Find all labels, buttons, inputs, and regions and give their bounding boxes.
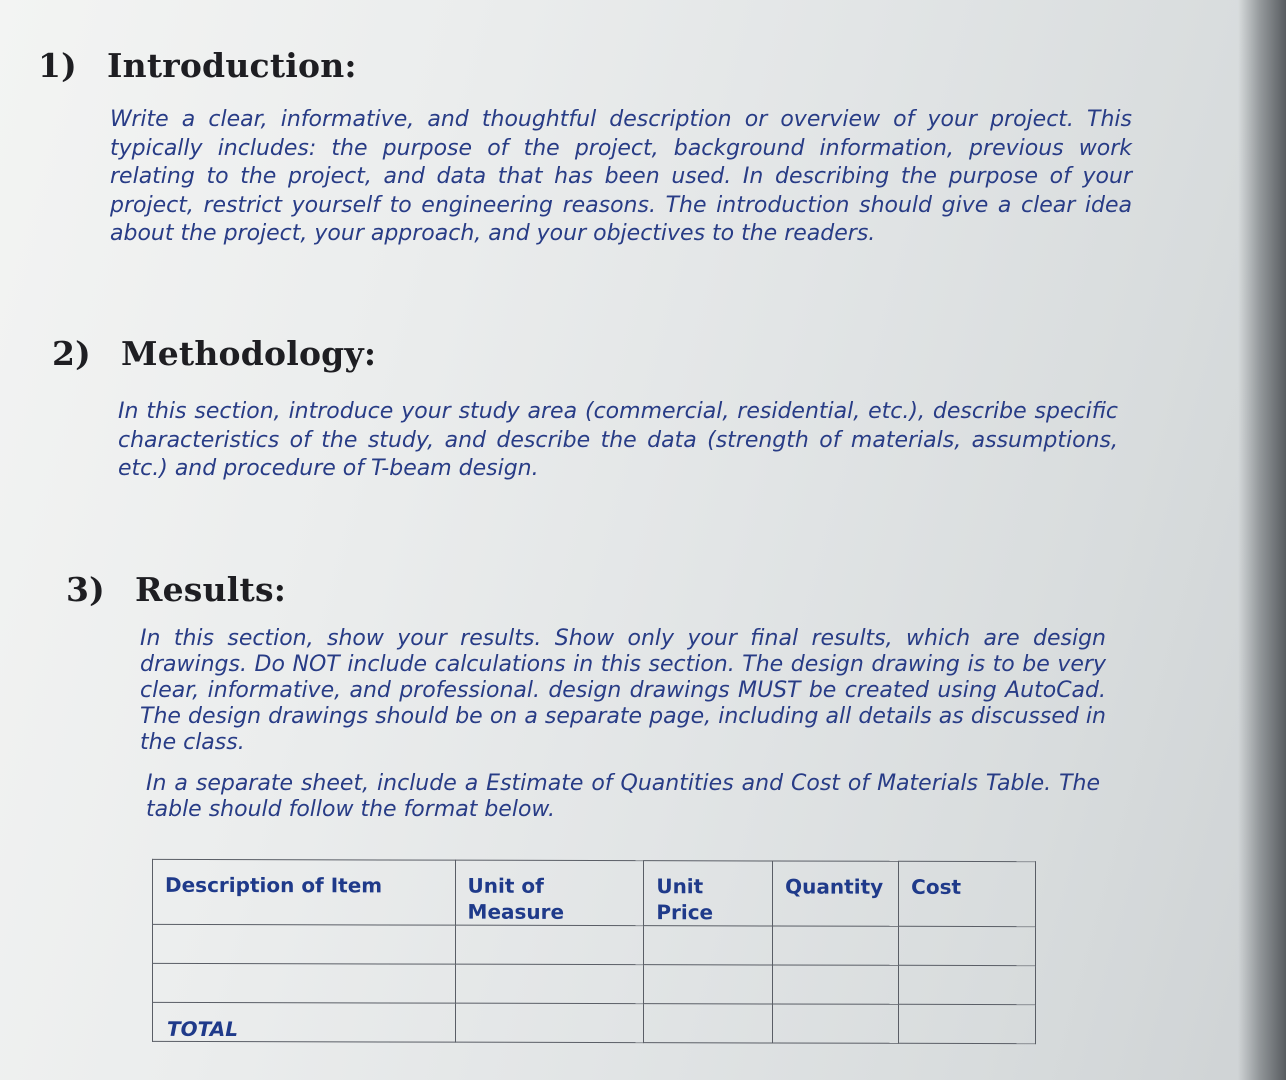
- table-cell: [899, 926, 1036, 965]
- header-description-of-item: Description of Item: [153, 859, 456, 925]
- section-heading-methodology: [52, 334, 376, 373]
- header-cost: Cost: [899, 861, 1036, 926]
- section-heading-results: [66, 570, 286, 609]
- methodology-paragraph: In this section, introduce your study area (commercial, residential, etc.), describe specific characteristics of the study, and describe the data (strength of materials, assumptions, etc.) and procedure of T-beam design.: [118, 399, 1118, 481]
- table-cell: [455, 1003, 644, 1042]
- table-cell: [899, 965, 1036, 1004]
- section-title: Introduction:: [106, 46, 357, 85]
- header-unit-of-measure: Unit of Measure: [455, 860, 644, 925]
- table-header-row: [153, 859, 1036, 926]
- table-cell: [455, 925, 644, 964]
- table-cell: [773, 926, 899, 965]
- section-number: 3): [66, 570, 105, 609]
- section-title: Results:: [134, 570, 287, 609]
- section-title: Methodology:: [120, 334, 377, 373]
- introduction-paragraph: Write a clear, informative, and thoughtful description or overview of your project. This typically includes: the purpose of the project, background information, previous work relating to the project, and data that has been used. In describing the purpose of your project, restrict yourself to engineering reasons. The introduction should give a clear idea about the project, your approach, and your objectives to the readers.: [110, 107, 1132, 246]
- table-cell: [644, 1004, 773, 1043]
- total-label: TOTAL: [153, 1002, 456, 1042]
- table-cell: [153, 963, 456, 1003]
- table-cell: [455, 964, 644, 1003]
- header-quantity: Quantity: [773, 861, 899, 926]
- table-row: [153, 963, 1036, 1004]
- table-cell: [899, 1004, 1036, 1043]
- estimate-quantities-cost-table: [152, 859, 1036, 1044]
- table-row: [153, 924, 1036, 965]
- results-paragraph: In this section, show your results. Show only your final results, which are design drawings. Do NOT include calculations in this section. The design drawing is to be very clear, informative, and professional. design drawings MUST be created using AutoCad. The design drawings should be on a separate page, including all details as discussed in the class.: [140, 626, 1106, 755]
- table-cell: [644, 965, 773, 1004]
- header-unit-price: Unit Price: [644, 861, 773, 926]
- monitor-bezel-edge: [1238, 0, 1286, 1080]
- table-total-row: [153, 1002, 1036, 1043]
- section-number: 2): [52, 334, 91, 373]
- section-number: 1): [38, 46, 77, 85]
- results-table-instruction: In a separate sheet, include a Estimate of Quantities and Cost of Materials Table. The table should follow the format below.: [146, 771, 1100, 822]
- table-cell: [773, 1004, 899, 1043]
- table-cell: [153, 924, 456, 964]
- section-heading-introduction: [38, 46, 357, 85]
- table-cell: [773, 965, 899, 1004]
- table-cell: [644, 926, 773, 965]
